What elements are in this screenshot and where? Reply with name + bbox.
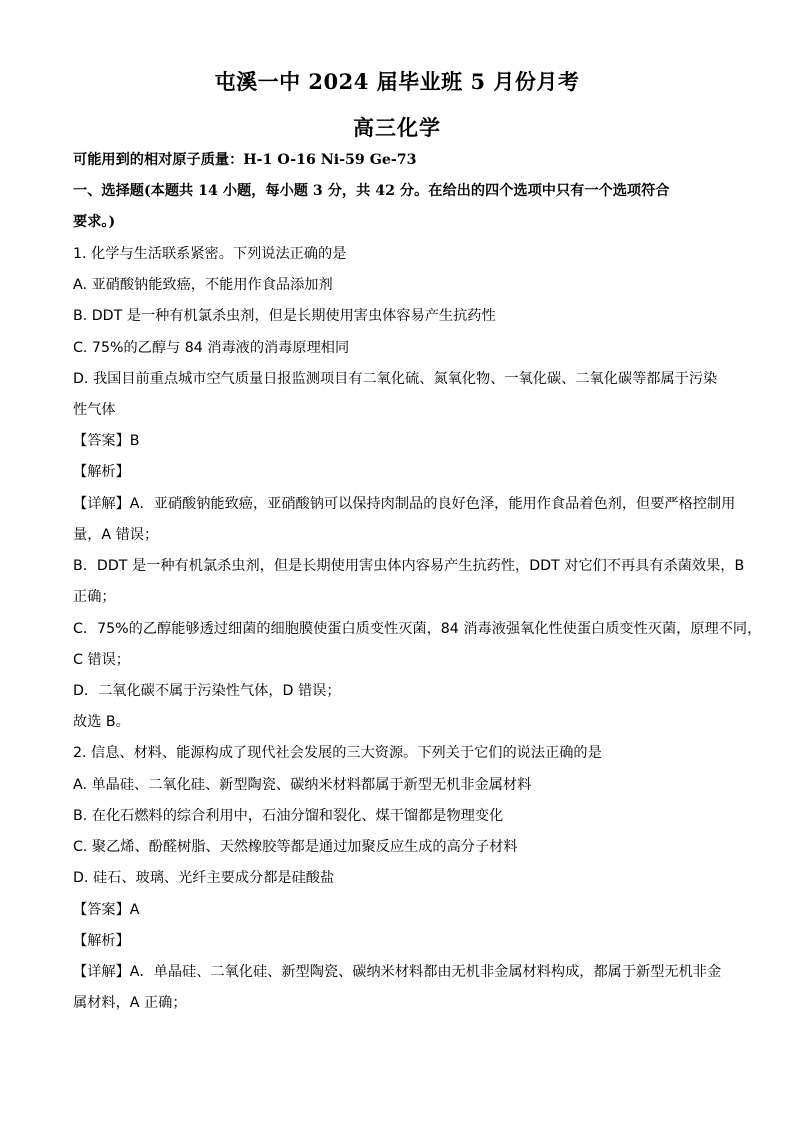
q2-answer: 【答案】A [73, 902, 140, 918]
q1-detail: 量，A 错误； [73, 527, 159, 543]
section-heading: 一、选择题(本题共 14 小题，每小题 3 分，共 42 分。在给出的四个选项中只有一个选项符合 [73, 183, 670, 199]
q1-stem: 1. 化学与生活联系紧密。下列说法正确的是 [73, 246, 347, 262]
section-heading-cont: 要求。) [73, 214, 116, 230]
q1-answer: 【答案】B [73, 433, 140, 449]
exam-title: 屯溪一中 2024 届毕业班 5 月份月考 [214, 69, 580, 94]
q2-option-a: A. 单晶硅、二氧化硅、新型陶瓷、碳纳米材料都属于新型无机非金属材料 [73, 777, 532, 793]
q1-detail: D．二氧化碳不属于污染性气体，D 错误； [73, 683, 341, 699]
q1-option-d-cont: 性气体 [73, 402, 116, 418]
exam-subject: 高三化学 [353, 115, 441, 140]
q1-detail: 正确； [73, 589, 116, 605]
q1-detail: B．DDT 是一种有机氯杀虫剂，但是长期使用害虫体内容易产生抗药性，DDT 对它们不再具有杀菌效果，B [73, 558, 745, 574]
q1-detail: C．75%的乙醇能够透过细菌的细胞膜使蛋白质变性灭菌，84 消毒液强氧化性使蛋白质变性灭菌，原理不同， [73, 621, 762, 637]
q2-stem: 2. 信息、材料、能源构成了现代社会发展的三大资源。下列关于它们的说法正确的是 [73, 745, 602, 761]
q2-analysis: 【解析】 [73, 933, 130, 949]
q1-option-b: B. DDT 是一种有机氯杀虫剂，但是长期使用害虫体容易产生抗药性 [73, 308, 496, 324]
q1-detail: 【详解】A．亚硝酸钠能致癌，亚硝酸钠可以保持肉制品的良好色泽，能用作食品着色剂，但要严格控制用 [73, 496, 736, 512]
q2-option-c: C. 聚乙烯、酚醛树脂、天然橡胶等都是通过加聚反应生成的高分子材料 [73, 839, 518, 855]
q1-detail: C 错误； [73, 652, 130, 668]
q2-detail: 属材料，A 正确； [73, 995, 187, 1011]
q1-conclusion: 故选 B。 [73, 714, 130, 730]
q1-option-a: A. 亚硝酸钠能致癌，不能用作食品添加剂 [73, 277, 333, 293]
atomic-masses: 可能用到的相对原子质量：H-1 O-16 Ni-59 Ge-73 [73, 152, 417, 168]
q2-detail: 【详解】A．单晶硅、二氧化硅、新型陶瓷、碳纳米材料都由无机非金属材料构成，都属于新型无机非金 [73, 964, 722, 980]
q1-option-c: C. 75%的乙醇与 84 消毒液的消毒原理相同 [73, 340, 350, 356]
q1-option-d: D. 我国目前重点城市空气质量日报监测项目有二氧化硫、氮氧化物、一氧化碳、二氧化碳等都属于污染 [73, 371, 718, 387]
q2-option-d: D. 硅石、玻璃、光纤主要成分都是硅酸盐 [73, 870, 335, 886]
q2-option-b: B. 在化石燃料的综合利用中，石油分馏和裂化、煤干馏都是物理变化 [73, 808, 504, 824]
q1-analysis: 【解析】 [73, 464, 130, 480]
